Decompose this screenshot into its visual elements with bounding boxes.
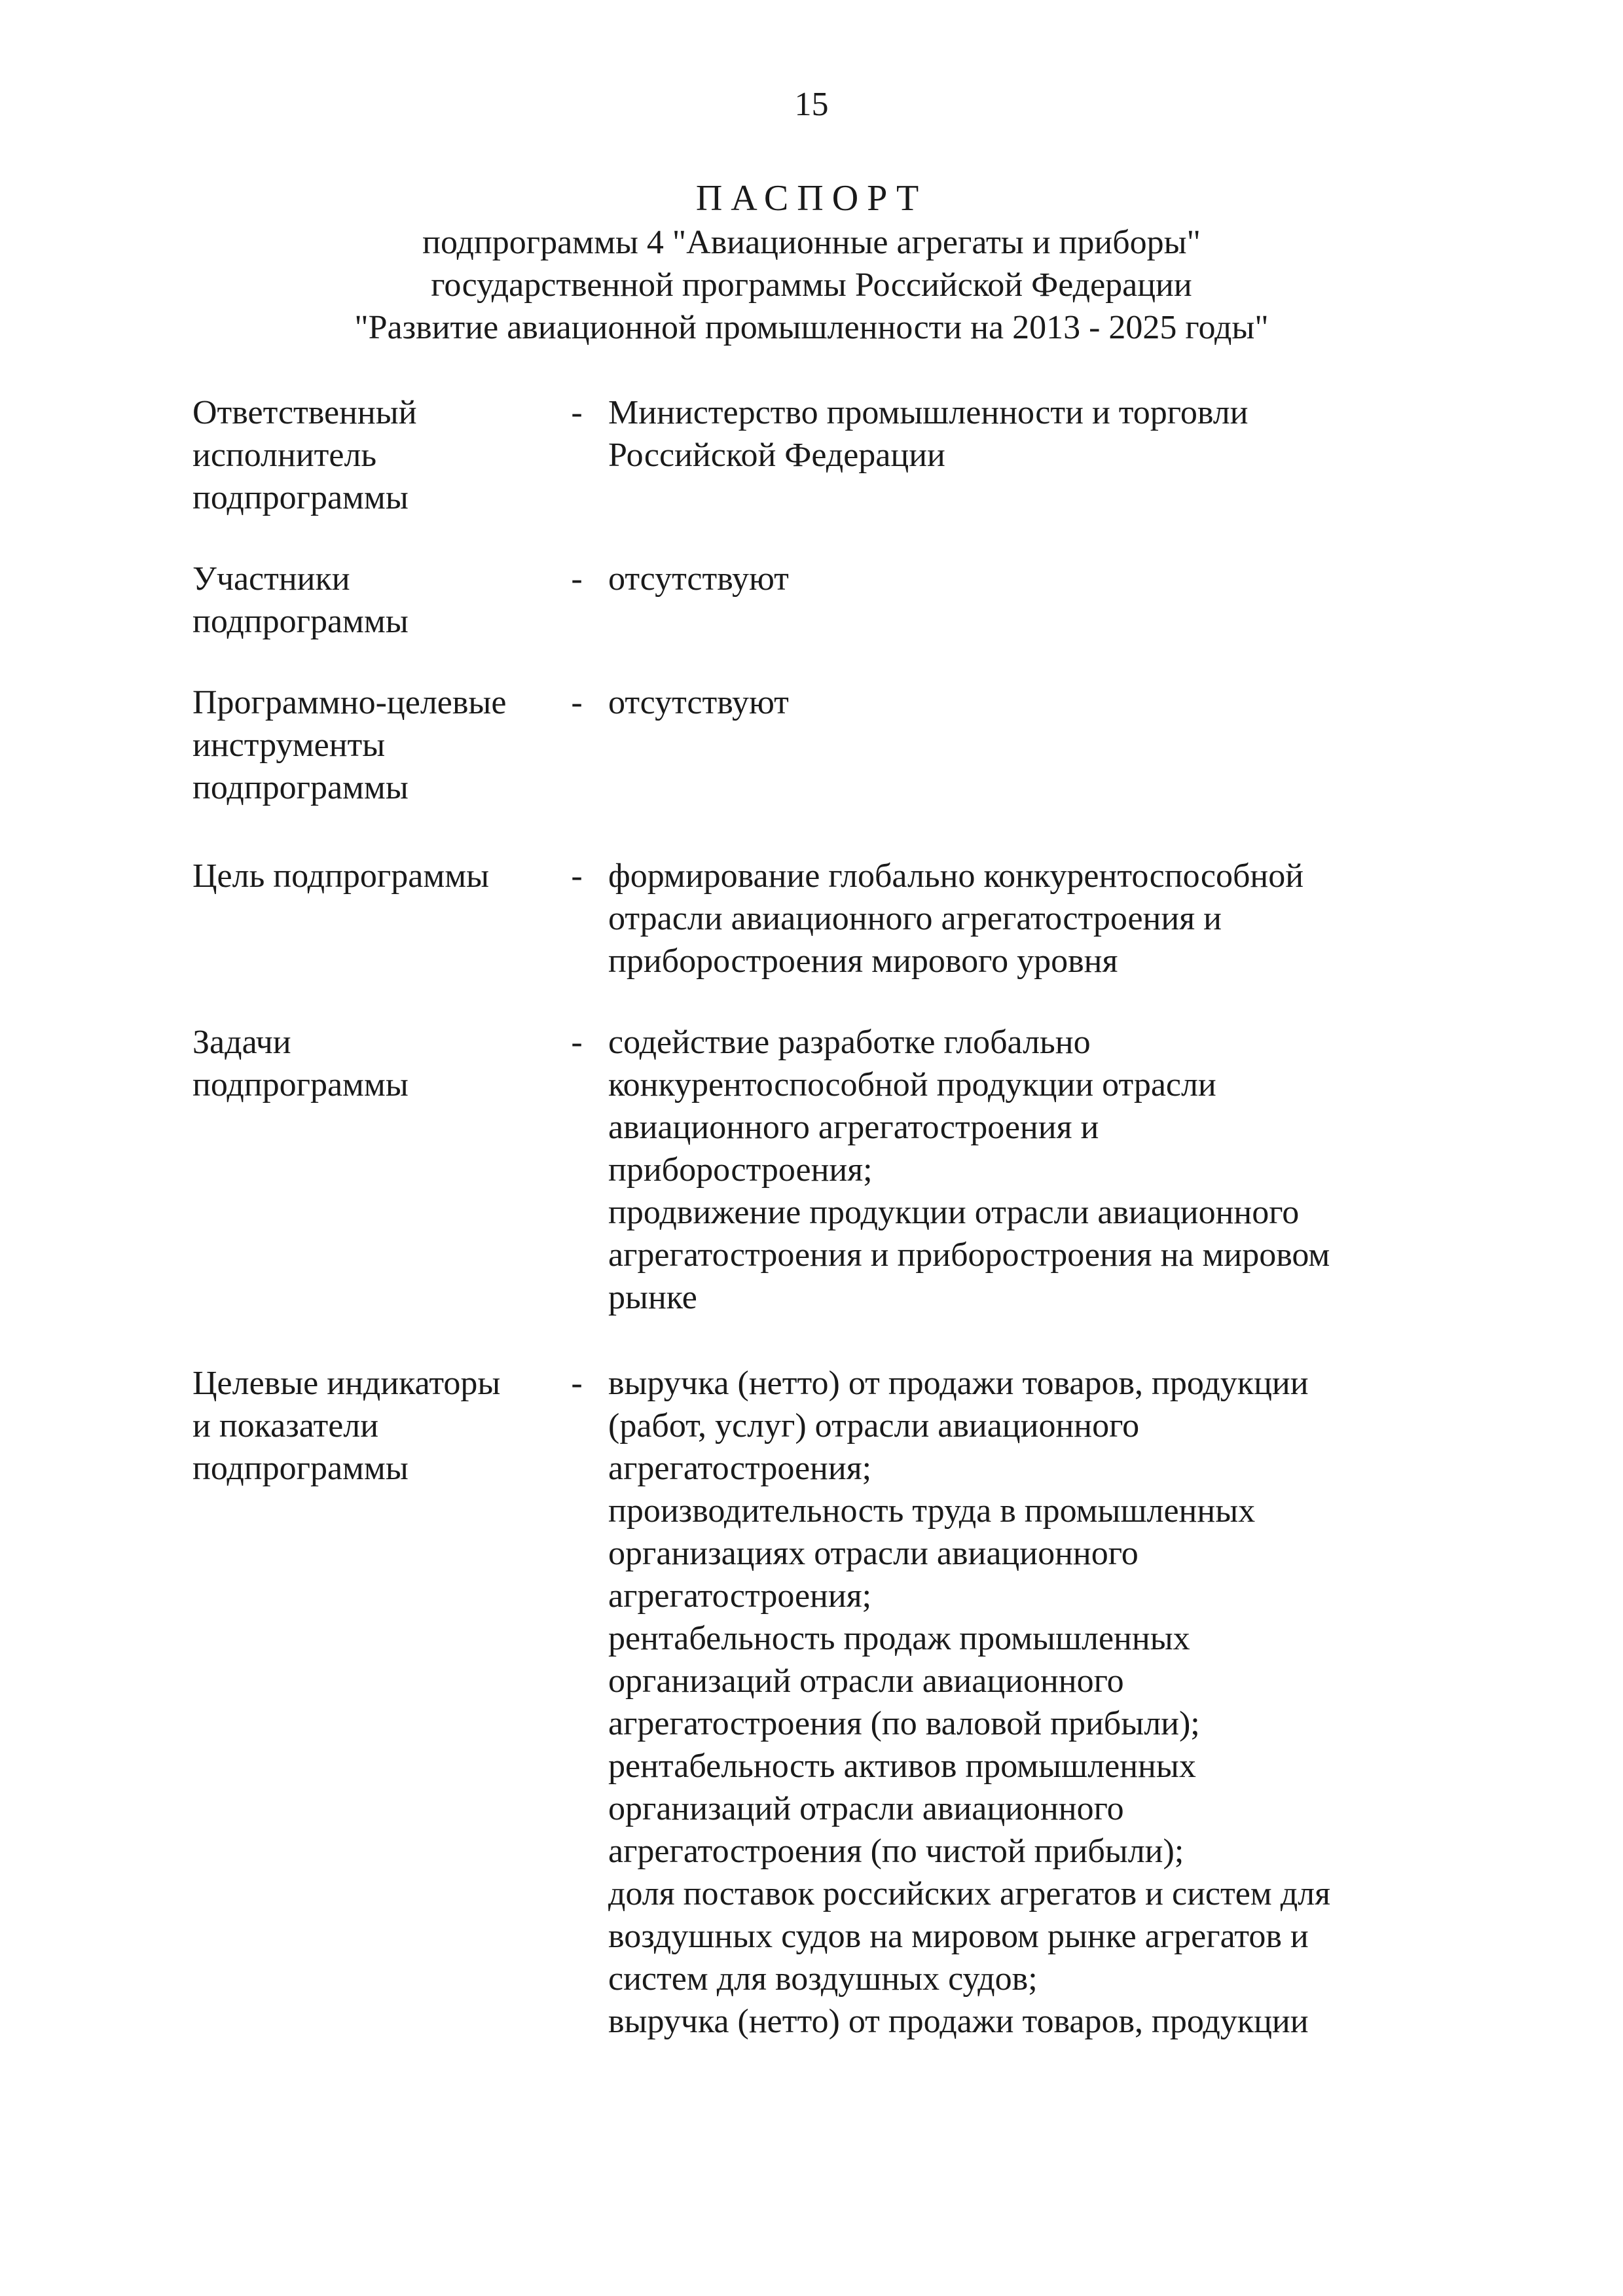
row-dash: -: [571, 684, 583, 721]
row-value-line: отсутствуют: [608, 560, 789, 598]
row-label-line: подпрограммы: [192, 479, 409, 516]
row-value-line: отсутствуют: [608, 684, 789, 721]
row-value-line: продвижение продукции отрасли авиационного: [608, 1194, 1300, 1231]
row-dash: -: [571, 560, 583, 598]
row-value: [608, 1362, 1472, 2043]
row-dash: -: [571, 394, 583, 431]
passport-row-goal: [192, 855, 1469, 1021]
row-label: [192, 391, 559, 519]
row-value-line: рентабельность продаж промышленных: [608, 1620, 1190, 1657]
row-value-line: выручка (нетто) от продажи товаров, продукции: [608, 2003, 1309, 2040]
subtitle-line: государственной программы Российской Федерации: [431, 266, 1192, 304]
passport-row-indicators: [192, 1362, 1469, 2043]
row-value-line: приборостроения;: [608, 1151, 873, 1189]
page-number: 15: [794, 86, 829, 123]
row-value-line: Российской Федерации: [608, 437, 945, 474]
row-label-line: инструменты: [192, 726, 386, 764]
row-value-line: формирование глобально конкурентоспособной: [608, 857, 1304, 895]
row-value-line: агрегатостроения (по валовой прибыли);: [608, 1705, 1200, 1742]
row-value-line: приборостроения мирового уровня: [608, 942, 1118, 980]
row-value-line: агрегатостроения (по чистой прибыли);: [608, 1833, 1184, 1870]
row-label-line: подпрограммы: [192, 1066, 409, 1103]
row-value-line: производительность труда в промышленных: [608, 1492, 1256, 1530]
row-value-line: систем для воздушных судов;: [608, 1960, 1038, 1998]
row-label: [192, 1021, 559, 1106]
row-value-line: отрасли авиационного агрегатостроения и: [608, 900, 1222, 937]
row-value: [608, 855, 1472, 982]
row-label-line: и показатели: [192, 1407, 379, 1444]
row-label-line: подпрограммы: [192, 603, 409, 640]
document-title: ПАСПОРТ: [695, 178, 928, 219]
row-label-line: Задачи: [192, 1024, 291, 1061]
row-dash: -: [571, 1024, 583, 1061]
row-value-line: агрегатостроения и приборостроения на мировом: [608, 1236, 1330, 1274]
row-value-line: агрегатостроения;: [608, 1450, 872, 1487]
row-value-line: доля поставок российских агрегатов и систем для: [608, 1875, 1331, 1912]
passport-row-responsible: [192, 391, 1469, 558]
row-value: [608, 1021, 1472, 1319]
passport-row-participants: [192, 558, 1469, 681]
row-label: [192, 1362, 559, 1490]
row-label-line: Участники: [192, 560, 350, 598]
row-value-line: конкурентоспособной продукции отрасли: [608, 1066, 1216, 1103]
row-dash: -: [571, 857, 583, 895]
row-value-line: рынке: [608, 1279, 697, 1316]
row-label-line: подпрограммы: [192, 1450, 409, 1487]
row-label: [192, 558, 559, 643]
row-label: [192, 855, 559, 897]
row-label-line: Ответственный: [192, 394, 417, 431]
row-value-line: авиационного агрегатостроения и: [608, 1109, 1099, 1146]
row-label-line: подпрограммы: [192, 769, 409, 806]
row-value-line: (работ, услуг) отрасли авиационного: [608, 1407, 1140, 1444]
row-label-line: Цель подпрограммы: [192, 857, 490, 895]
row-value-line: воздушных судов на мировом рынке агрегатов и: [608, 1918, 1309, 1955]
row-value-line: агрегатостроения;: [608, 1577, 872, 1615]
row-value-line: организаций отрасли авиационного: [608, 1790, 1124, 1827]
row-value-line: рентабельность активов промышленных: [608, 1748, 1196, 1785]
row-label-line: Целевые индикаторы: [192, 1365, 501, 1402]
subtitle-line: подпрограммы 4 "Авиационные агрегаты и приборы": [422, 224, 1201, 261]
passport-table: [192, 391, 1469, 2043]
row-value: [608, 391, 1472, 476]
row-value-line: организациях отрасли авиационного: [608, 1535, 1139, 1572]
passport-row-tasks: [192, 1021, 1469, 1362]
row-label-line: исполнитель: [192, 437, 377, 474]
row-value-line: выручка (нетто) от продажи товаров, продукции: [608, 1365, 1309, 1402]
row-label: [192, 681, 559, 809]
row-value-line: организаций отрасли авиационного: [608, 1662, 1124, 1700]
row-value-line: Министерство промышленности и торговли: [608, 394, 1249, 431]
row-dash: -: [571, 1365, 583, 1402]
passport-row-instruments: [192, 681, 1469, 855]
subtitle-line: "Развитие авиационной промышленности на 2013 - 2025 годы": [354, 309, 1269, 346]
document-subtitle: [0, 221, 1623, 349]
row-label-line: Программно-целевые: [192, 684, 507, 721]
row-value: [608, 681, 1472, 724]
row-value-line: содействие разработке глобально: [608, 1024, 1091, 1061]
row-value: [608, 558, 1472, 600]
